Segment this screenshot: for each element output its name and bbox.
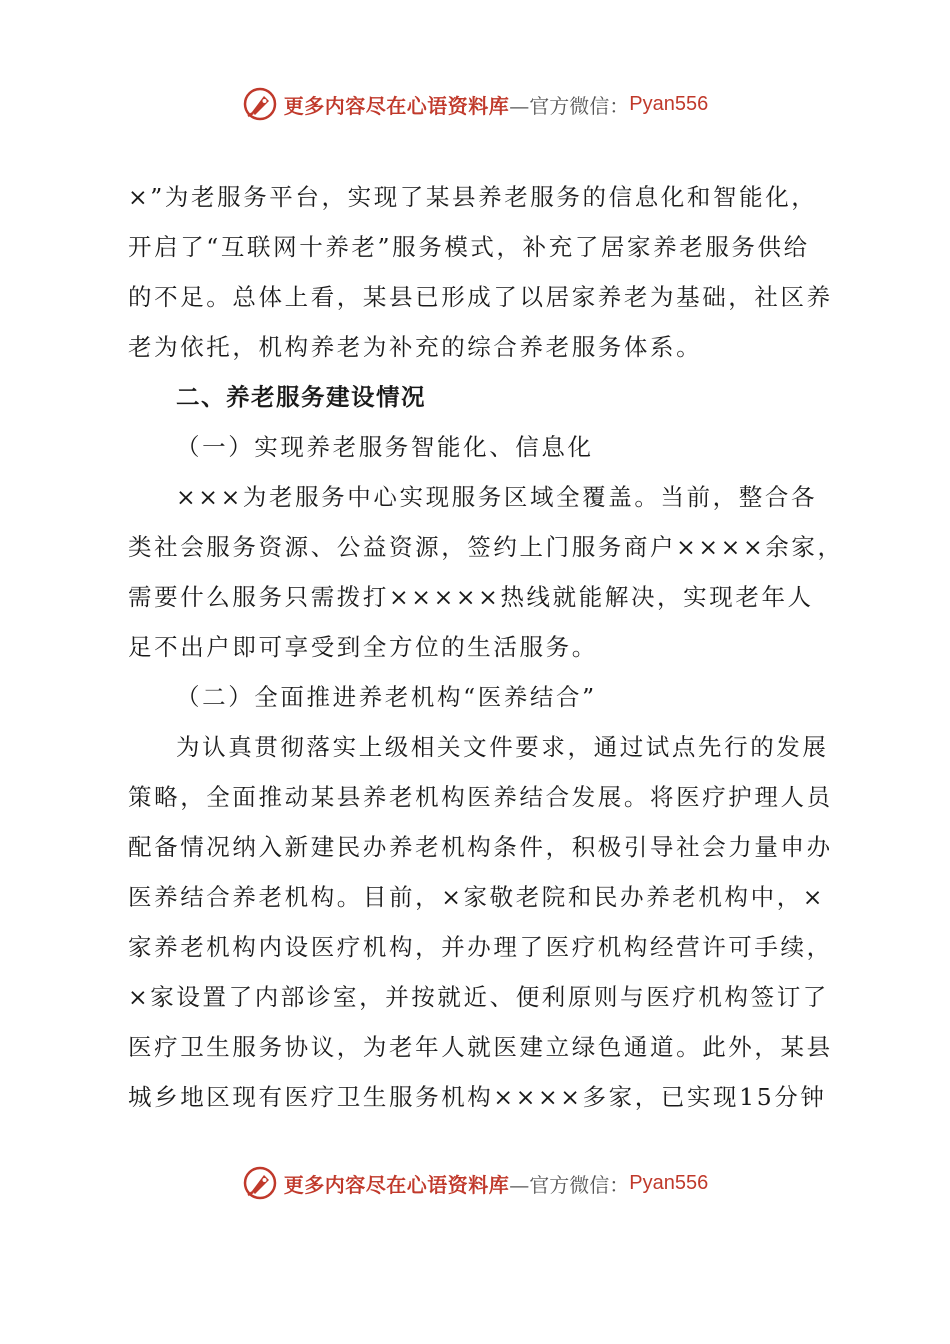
paragraph-line: 老为依托，机构养老为补充的综合养老服务体系。 bbox=[128, 333, 703, 361]
watermark-account-id: Pyan556 bbox=[629, 1171, 709, 1194]
paragraph-line: ×”为老服务平台，实现了某县养老服务的信息化和智能化， bbox=[128, 183, 818, 211]
pen-nib-logo-icon bbox=[242, 86, 278, 122]
paragraph-line: 的不足。总体上看，某县已形成了以居家养老为基础，社区养 bbox=[128, 283, 833, 311]
paragraph-line: ×××为老服务中心实现服务区域全覆盖。当前，整合各 bbox=[176, 483, 818, 511]
subsection-heading: （二）全面推进养老机构“医养结合” bbox=[176, 683, 597, 711]
watermark-official-label: —官方微信： bbox=[509, 93, 630, 118]
paragraph-line: 配备情况纳入新建民办养老机构条件，积极引导社会力量申办 bbox=[128, 833, 833, 861]
paragraph-line: 开启了“互联网十养老”服务模式，补充了居家养老服务供给 bbox=[128, 233, 810, 261]
watermark-official-label: —官方微信： bbox=[509, 1172, 630, 1197]
paragraph-line: ×家设置了内部诊室，并按就近、便利原则与医疗机构签订了 bbox=[128, 983, 829, 1011]
paragraph-line: 医养结合养老机构。目前，×家敬老院和民办养老机构中，× bbox=[128, 883, 826, 911]
subsection-heading: （一）实现养老服务智能化、信息化 bbox=[176, 433, 594, 461]
watermark-brand-text: 更多内容尽在心语资料库 bbox=[283, 1172, 510, 1197]
document-body bbox=[128, 172, 844, 1122]
paragraph-line: 医疗卫生服务协议，为老年人就医建立绿色通道。此外，某县 bbox=[128, 1033, 833, 1061]
watermark-brand-text: 更多内容尽在心语资料库 bbox=[283, 93, 510, 118]
paragraph-line: 类社会服务资源、公益资源，签约上门服务商户××××余家， bbox=[128, 533, 844, 561]
paragraph-line: 策略，全面推动某县养老机构医养结合发展。将医疗护理人员 bbox=[128, 783, 833, 811]
paragraph-line: 为认真贯彻落实上级相关文件要求，通过试点先行的发展 bbox=[176, 733, 829, 761]
header-watermark bbox=[0, 82, 950, 126]
pen-nib-logo-icon bbox=[242, 1165, 278, 1201]
paragraph-line: 足不出户即可享受到全方位的生活服务。 bbox=[128, 633, 598, 661]
watermark-account-id: Pyan556 bbox=[629, 92, 709, 115]
paragraph-line: 城乡地区现有医疗卫生服务机构××××多家，已实现15分钟 bbox=[128, 1083, 827, 1111]
footer-watermark bbox=[0, 1161, 950, 1205]
paragraph-line: 家养老机构内设医疗机构，并办理了医疗机构经营许可手续， bbox=[128, 933, 833, 961]
section-heading: 二、养老服务建设情况 bbox=[176, 383, 426, 411]
paragraph-line: 需要什么服务只需拨打×××××热线就能解决，实现老年人 bbox=[128, 583, 814, 611]
